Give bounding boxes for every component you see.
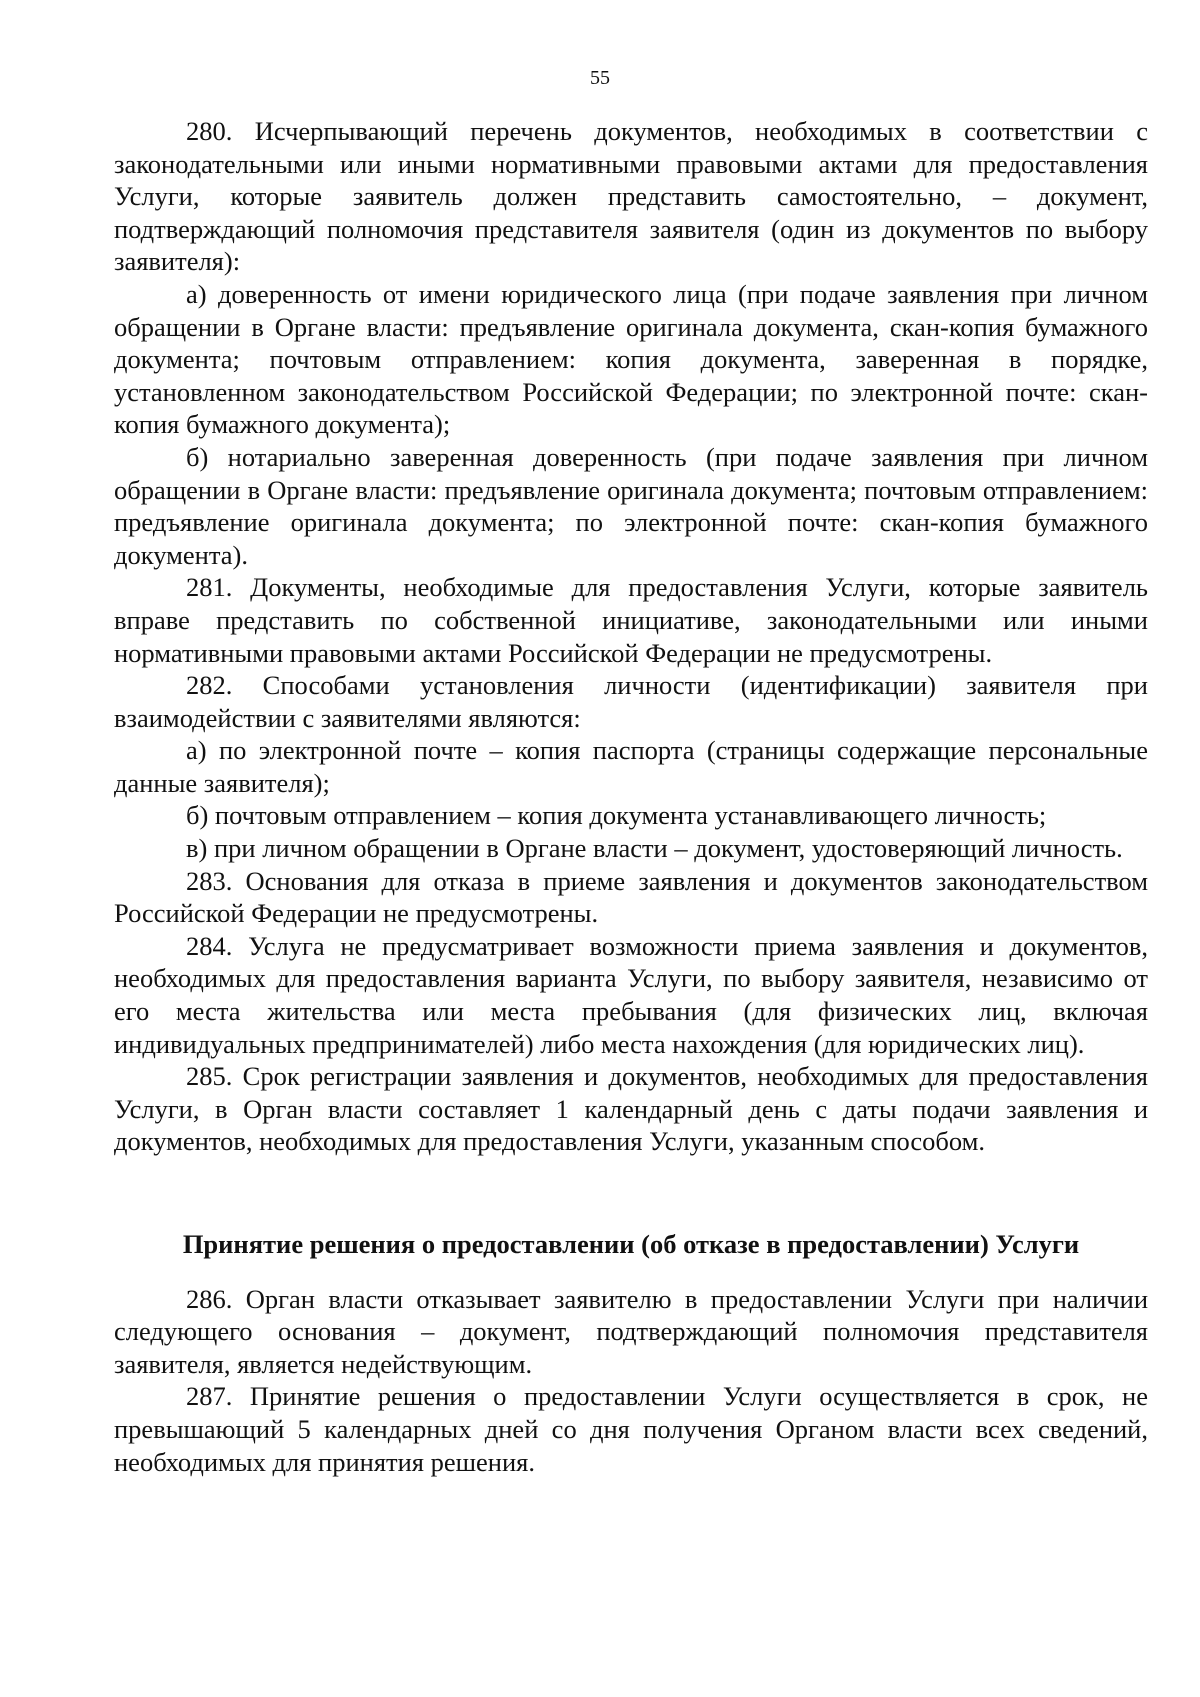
paragraph-283: 283. Основания для отказа в приеме заявления и документов законодательством Российской Федерации не предусмотрены. — [114, 865, 1148, 929]
paragraph-286: 286. Орган власти отказывает заявителю в предоставлении Услуги при наличии следующего основания – документ, подтверждающий полномочия представителя заявителя, является недействующим. — [114, 1283, 1148, 1379]
paragraph-282: 282. Способами установления личности (идентификации) заявителя при взаимодействии с заявителями являются: — [114, 670, 1148, 733]
section-title: Принятие решения о предоставлении (об отказе в предоставлении) Услуги — [182, 1229, 1080, 1259]
paragraph-282-c: в) при личном обращении в Органе власти – документ, удостоверяющий личность. — [186, 833, 1123, 864]
paragraph-280-a: а) доверенность от имени юридического лица (при подаче заявления при личном обращении в Органе власти: предъявление оригинала документа, скан-копия бумажного документа; почтовым отправлением: копия документа, заверенная в порядке, установленном законодательством Российской Федерации; по электронной почте: скан-копия бумажного документа); — [114, 278, 1148, 440]
document-body — [114, 115, 1148, 1478]
paragraph-280: 280. Исчерпывающий перечень документов, необходимых в соответствии с законодательными или иными нормативными правовыми актами для предоставления Услуги, которые заявитель должен представить самостоятельно, – документ, подтверждающий полномочия представителя заявителя (один из документов по выбору заявителя): — [114, 116, 1148, 277]
paragraph-282-a: а) по электронной почте – копия паспорта (страницы содержащие персональные данные заявителя); — [114, 735, 1148, 798]
paragraph-280-b: б) нотариально заверенная доверенность (при подаче заявления при личном обращении в Органе власти: предъявление оригинала документа; почтовым отправлением: предъявление оригинала документа; по электронной почте: скан-копия бумажного документа). — [114, 441, 1148, 570]
paragraph-282-b: б) почтовым отправлением – копия документа устанавливающего личность; — [186, 800, 1047, 831]
paragraph-285: 285. Срок регистрации заявления и документов, необходимых для предоставления Услуги, в Орган власти составляет 1 календарный день с даты подачи заявления и документов, необходимых для предоставления Услуги, указанным способом. — [114, 1061, 1148, 1157]
page-number: 55 — [590, 67, 610, 89]
paragraph-281: 281. Документы, необходимые для предоставления Услуги, которые заявитель вправе представить по собственной инициативе, законодательными или иными нормативными правовыми актами Российской Федерации не предусмотрены. — [114, 572, 1148, 668]
paragraph-284: 284. Услуга не предусматривает возможности приема заявления и документов, необходимых для предоставления варианта Услуги, по выбору заявителя, независимо от его места жительства или места пребывания (для физических лиц, включая индивидуальных предпринимателей) либо места нахождения (для юридических лиц). — [114, 930, 1148, 1059]
paragraph-287: 287. Принятие решения о предоставлении Услуги осуществляется в срок, не превышающий 5 календарных дней со дня получения Органом власти всех сведений, необходимых для принятия решения. — [114, 1381, 1148, 1477]
